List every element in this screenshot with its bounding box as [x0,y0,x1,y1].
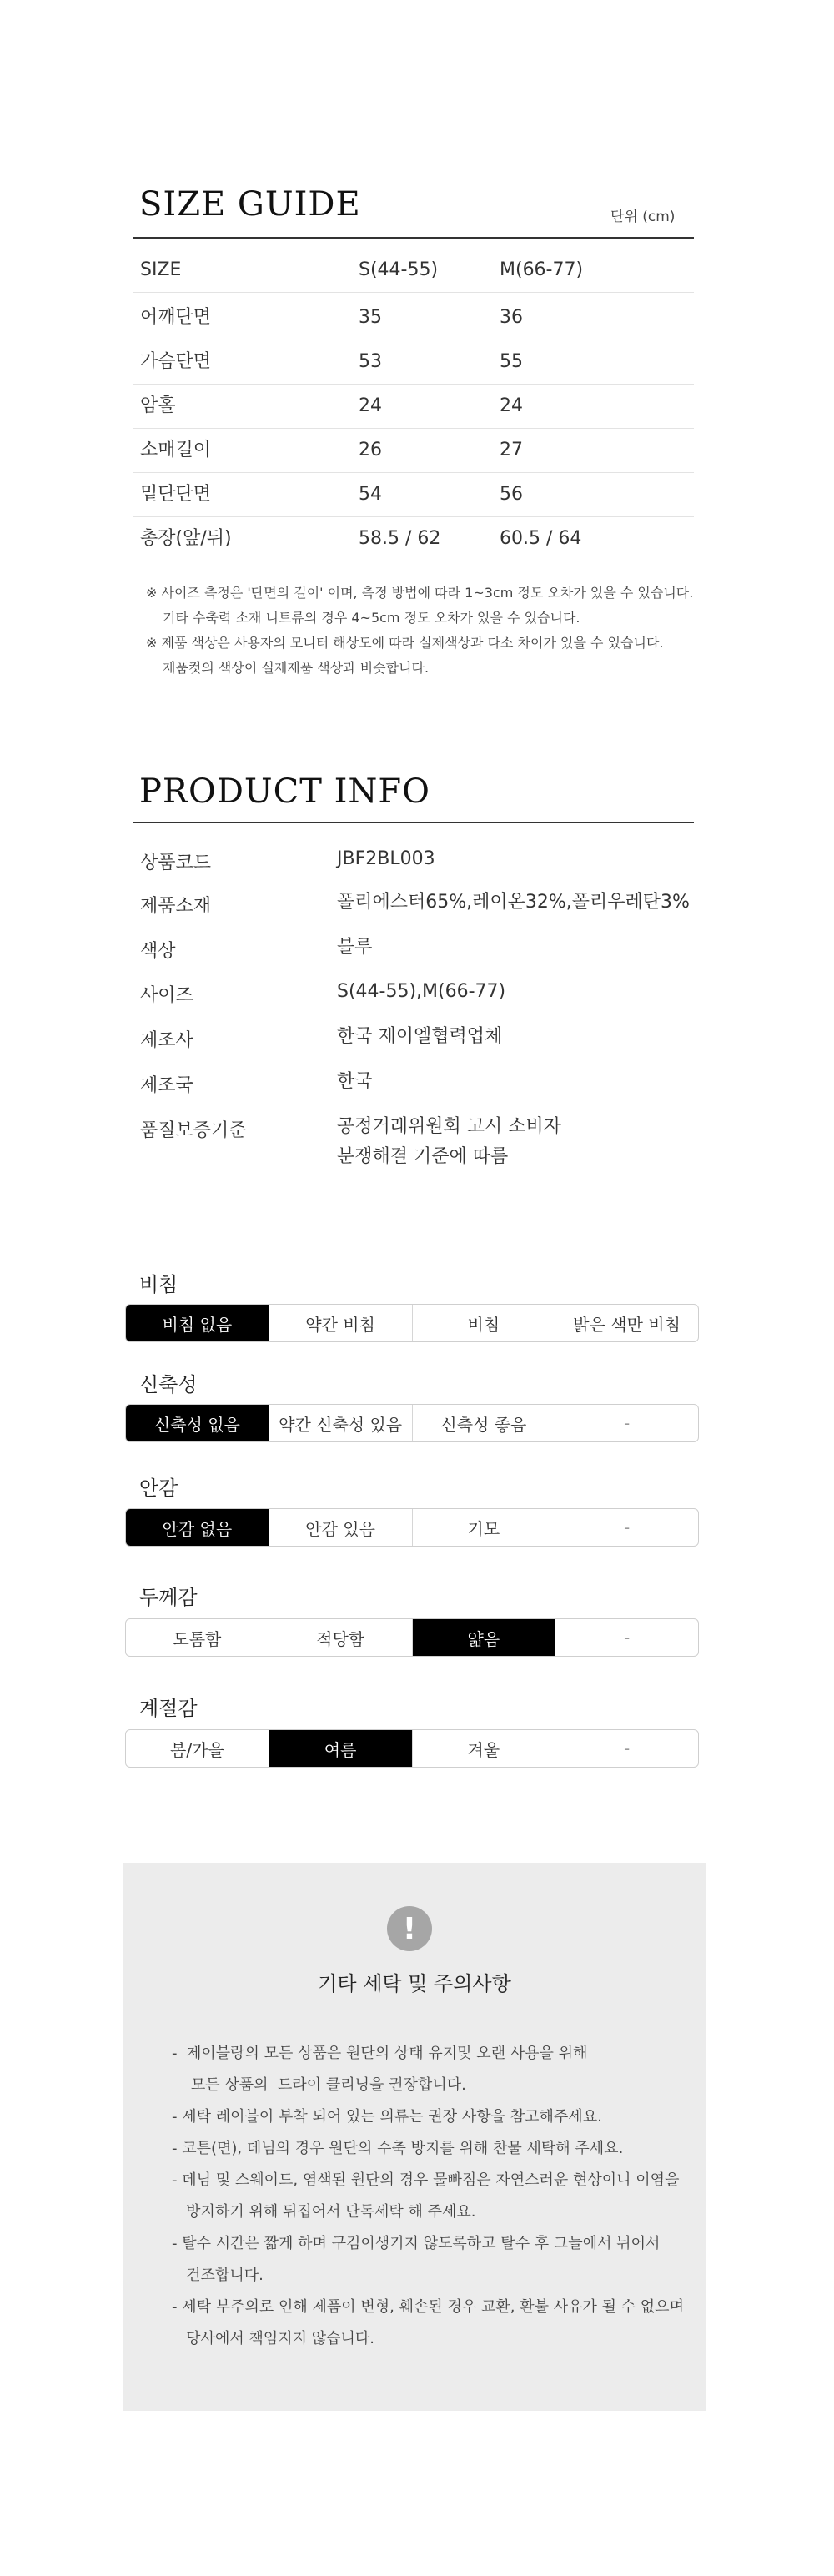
info-value: 한국 제이엘협력업체 [337,1026,503,1047]
info-key: 상품코드 [140,853,212,873]
table-cell: 암홀 [140,395,176,416]
thickness-option[interactable]: 도톰함 [126,1619,269,1656]
size-note: 제품컷의 색상이 실제제품 색상과 비슷합니다. [163,660,430,676]
care-line: - 탈수 시간은 짧게 하며 구김이생기지 않도록하고 탈수 후 그늘에서 뉘어서 [172,2235,661,2252]
stretch-option[interactable]: 신축성 없음 [126,1405,269,1441]
info-value: 폴리에스터65%,레이온32%,폴리우레탄3% [337,892,690,913]
size-table-header [133,249,694,293]
table-row [133,429,694,473]
table-cell: 56 [500,484,523,505]
season-option[interactable]: - [624,1738,631,1758]
table-cell: 60.5 / 64 [500,528,582,549]
unit-label: 단위 (cm) [610,209,676,225]
table-cell: 35 [359,307,382,328]
size-header-cell: M(66-77) [500,259,584,280]
care-line: - 세탁 레이블이 부착 되어 있는 의류는 권장 사항을 참고해주세요. [172,2108,602,2126]
care-line: 건조합니다. [172,2267,264,2284]
size-guide-title: SIZE GUIDE [139,185,361,224]
sheerness-option[interactable]: 밝은 색만 비침 [573,1314,681,1335]
info-key: 사이즈 [140,985,193,1006]
thickness-selector [125,1618,699,1657]
thickness-option[interactable]: - [624,1628,631,1648]
table-cell: 총장(앞/뒤) [140,528,232,549]
lining-option[interactable]: 기모 [413,1509,556,1546]
size-note: ※ 사이즈 측정은 '단면의 길이' 이며, 측정 방법에 따라 1~3cm 정도 오차가 있을 수 있습니다. [146,585,694,601]
table-cell: 58.5 / 62 [359,528,441,549]
info-key: 제조국 [140,1075,193,1096]
info-value: JBF2BL003 [337,848,435,869]
exclamation-icon: ! [387,1906,432,1951]
care-line: - 코튼(면), 데님의 경우 원단의 수축 방지를 위해 찬물 세탁해 주세요. [172,2140,624,2157]
sheerness-option[interactable]: 비침 없음 [126,1305,269,1341]
table-cell: 소매길이 [140,440,212,460]
table-row [133,296,694,340]
lining-option[interactable]: - [624,1517,631,1537]
table-cell: 36 [500,307,523,328]
care-line: 방지하기 위해 뒤집어서 단독세탁 해 주세요. [172,2203,476,2221]
lining-selector [125,1508,699,1547]
stretch-selector [125,1404,699,1442]
season-selector [125,1729,699,1768]
season-option[interactable]: 여름 [269,1730,413,1767]
care-line: 당사에서 책임지지 않습니다. [172,2330,374,2347]
info-value: S(44-55),M(66-77) [337,981,506,1002]
care-line: - 세탁 부주의로 인해 제품이 변형, 훼손된 경우 교환, 환불 사유가 될 수 없으며 [172,2298,684,2316]
care-line: - 데님 및 스웨이드, 염색된 원단의 경우 물빠짐은 자연스러운 현상이니 이염을 [172,2171,680,2189]
stretch-option[interactable]: 신축성 좋음 [413,1405,556,1441]
season-option[interactable]: 겨울 [413,1730,556,1767]
table-cell: 26 [359,440,382,460]
stretch-option[interactable]: 약간 신축성 있음 [269,1405,413,1441]
table-row [133,385,694,429]
table-cell: 가슴단면 [140,351,212,372]
sheerness-option[interactable]: 비침 [413,1305,556,1341]
info-key: 색상 [140,941,176,962]
care-instructions-box [123,1863,706,2411]
care-list [172,2038,684,2355]
sheerness-selector [125,1304,699,1342]
stretch-option[interactable]: - [624,1413,631,1433]
size-note: 기타 수축력 소재 니트류의 경우 4~5cm 정도 오차가 있을 수 있습니다. [163,610,580,626]
info-key: 품질보증기준 [140,1120,247,1141]
table-cell: 밑단단면 [140,484,212,505]
size-header-cell: SIZE [140,259,182,280]
season-option[interactable]: 봄/가을 [126,1730,269,1767]
info-key: 제조사 [140,1030,193,1051]
table-row [133,340,694,385]
attr-label-stretch: 신축성 [139,1373,198,1396]
attr-label-sheerness: 비침 [139,1273,178,1296]
table-row [133,473,694,517]
lining-option[interactable]: 안감 있음 [269,1509,413,1546]
info-key: 제품소재 [140,896,212,917]
table-cell: 24 [359,395,382,416]
thickness-option[interactable]: 얇음 [413,1619,556,1656]
attr-label-season: 계절감 [139,1697,198,1720]
lining-option[interactable]: 안감 없음 [126,1509,269,1546]
size-guide-rule [133,237,694,239]
size-header-cell: S(44-55) [359,259,439,280]
info-value: 공정거래위원회 고시 소비자 [337,1116,562,1137]
table-cell: 27 [500,440,523,460]
info-value: 블루 [337,937,373,958]
table-cell: 24 [500,395,523,416]
sheerness-option[interactable]: 약간 비침 [269,1305,413,1341]
care-line: 모든 상품의 드라이 클리닝을 권장합니다. [172,2076,466,2094]
product-info-rule [133,822,694,823]
table-cell: 54 [359,484,382,505]
thickness-option[interactable]: 적당함 [269,1619,413,1656]
size-note: ※ 제품 색상은 사용자의 모니터 해상도에 따라 실제색상과 다소 차이가 있을 수 있습니다. [146,635,664,651]
table-cell: 55 [500,351,523,372]
table-cell: 53 [359,351,382,372]
care-line: - 제이블랑의 모든 상품은 원단의 상태 유지및 오랜 사용을 위해 [172,2045,588,2062]
info-value: 분쟁해결 기준에 따름 [337,1146,509,1167]
attr-label-lining: 안감 [139,1477,178,1500]
product-info-title: PRODUCT INFO [139,772,430,811]
table-cell: 어깨단면 [140,307,212,328]
attr-label-thickness: 두께감 [139,1586,198,1609]
table-row [133,517,694,561]
info-value: 한국 [337,1071,373,1092]
care-title: 기타 세탁 및 주의사항 [318,1972,511,1995]
